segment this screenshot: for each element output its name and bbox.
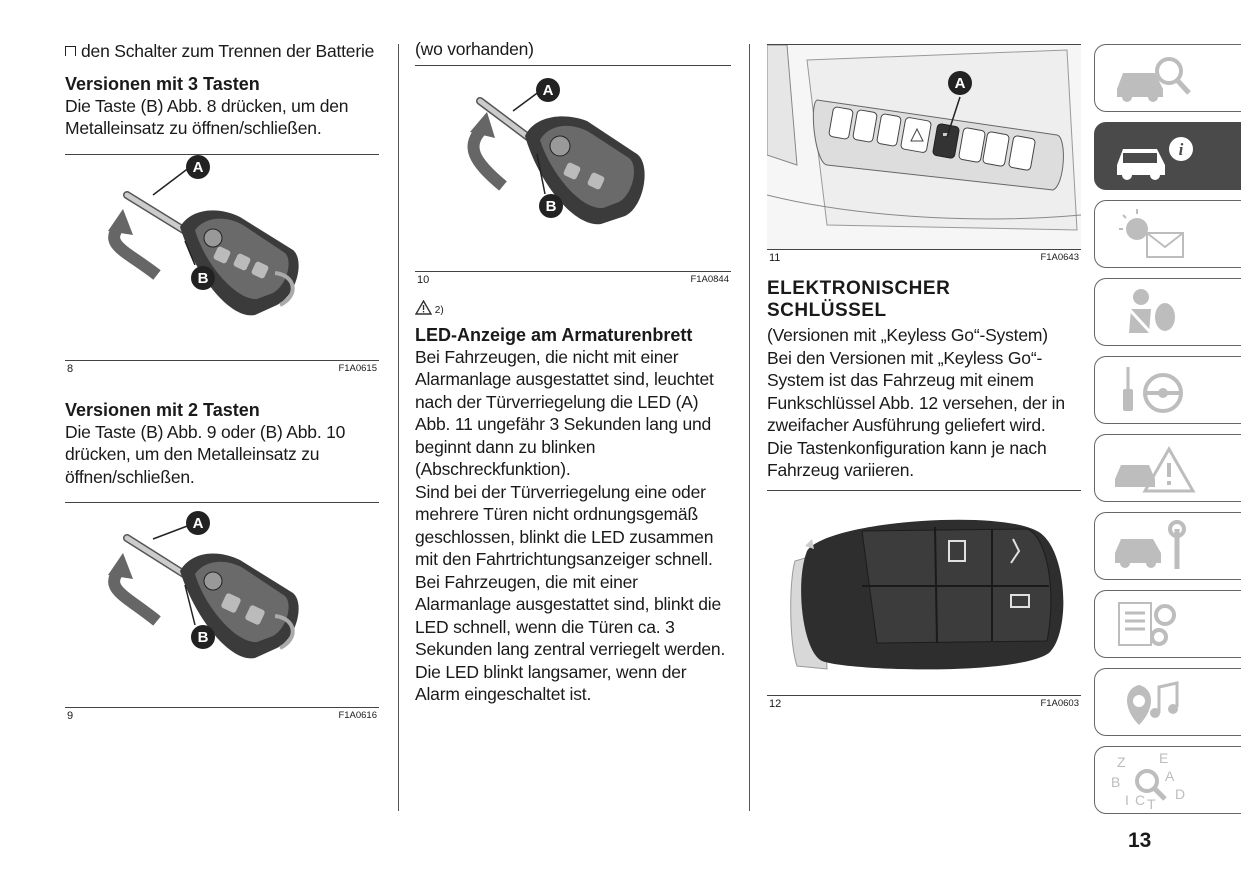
- car-info-icon: [1109, 127, 1199, 185]
- chapter-tabs: [1094, 44, 1241, 824]
- svg-text:A: A: [954, 75, 966, 92]
- figure-8: [65, 154, 379, 360]
- figure-10: [415, 65, 731, 271]
- svg-text:B: B: [545, 197, 557, 215]
- tab-multimedia[interactable]: [1094, 668, 1241, 736]
- car-wrench-icon: [1109, 517, 1199, 575]
- section-text-3-buttons: Die Taste (B) Abb. 8 drücken, um den Metalleinsatz zu öffnen/schließen.: [65, 95, 349, 138]
- electronic-key-paragraph-1: Bei den Versionen mit „Keyless Go“-System ist das Fahrzeug mit einem Funkschlüssel Abb. 12 versehen, der in zweifacher Ausführung geliefert wird.: [767, 347, 1065, 435]
- figure-11: [767, 44, 1081, 249]
- svg-text:A: A: [542, 81, 554, 99]
- figure-9: [65, 502, 379, 707]
- svg-text:B: B: [197, 269, 209, 287]
- flip-key-alt-illustration: [415, 66, 731, 271]
- tab-alphabet-index[interactable]: [1094, 746, 1241, 814]
- column-divider: [749, 44, 750, 811]
- airbag-seatbelt-icon: [1109, 283, 1199, 341]
- multimedia-icon: [1109, 673, 1199, 731]
- keyless-remote-illustration: [767, 491, 1081, 695]
- column-left: [65, 38, 379, 726]
- car-warning-icon: [1109, 439, 1199, 497]
- figure-12: [767, 490, 1081, 695]
- tab-list-gears[interactable]: [1094, 590, 1241, 658]
- column-divider: [398, 44, 399, 811]
- section-heading-2-buttons: Versionen mit 2 Tasten: [65, 399, 260, 420]
- svg-text:C: C: [1135, 792, 1146, 808]
- flip-key-2-buttons-illustration: [65, 503, 379, 707]
- figure-8-caption: 8 F1A0615: [65, 360, 379, 379]
- light-message-icon: [1109, 205, 1199, 263]
- column-right: [767, 38, 1081, 714]
- tab-car-search[interactable]: [1094, 44, 1241, 112]
- tab-light-message[interactable]: [1094, 200, 1241, 268]
- alphabet-index-icon: [1109, 751, 1199, 809]
- svg-text:B: B: [197, 629, 209, 646]
- list-gears-icon: [1109, 595, 1199, 653]
- checkbox-bullet-icon: [65, 46, 76, 56]
- flip-key-3-buttons-illustration: [65, 155, 379, 360]
- electronic-key-paragraph-2: Die Tastenkonfiguration kann je nach Fahrzeug variieren.: [767, 437, 1047, 480]
- section-text-2-buttons: Die Taste (B) Abb. 9 oder (B) Abb. 10 drücken, um den Metalleinsatz zu öffnen/schließen.: [65, 421, 346, 487]
- led-paragraph-3: Bei Fahrzeugen, die mit einer Alarmanlage ausgestattet sind, blinkt die LED schnell, wenn die Türen ca. 3 Sekunden lang zentral verriegelt werden. Die LED blinkt langsamer, wenn der Alarm eingeschaltet ist.: [415, 571, 726, 704]
- tab-car-info[interactable]: [1094, 122, 1241, 190]
- tab-car-warning[interactable]: [1094, 434, 1241, 502]
- svg-text:A: A: [1165, 768, 1175, 784]
- dashboard-led-illustration: [767, 45, 1081, 249]
- led-paragraph-2: Sind bei der Türverriegelung eine oder mehrere Türen nicht ordnungsgemäß geschlossen, blinkt die LED zusammen mit den Fahrtrichtungsanzeiger schnell.: [415, 481, 714, 569]
- electronic-key-heading: ELEKTRONISCHER SCHLÜSSEL: [767, 278, 951, 321]
- led-paragraph-1: Bei Fahrzeugen, die nicht mit einer Alarmanlage ausgestattet sind, leuchtet nach der Türverriegelung die LED (A) Abb. 11 ungefähr 3 Sekunden lang und beginnt dann zu blinken (Abschreckfunktion).: [415, 346, 714, 479]
- led-heading: LED-Anzeige am Armaturenbrett: [415, 324, 693, 345]
- tab-steering-wheel[interactable]: [1094, 356, 1241, 424]
- warning-reference: 2): [415, 300, 731, 316]
- tab-airbag-seatbelt[interactable]: [1094, 278, 1241, 346]
- figure-9-caption: 9 F1A0616: [65, 707, 379, 726]
- svg-text:I: I: [1125, 792, 1129, 808]
- svg-text:E: E: [1159, 751, 1169, 766]
- figure-10-caption: 10 F1A0844: [415, 271, 731, 290]
- svg-text:D: D: [1175, 786, 1186, 802]
- figure-12-caption: 12 F1A0603: [767, 695, 1081, 714]
- svg-text:T: T: [1147, 796, 1156, 809]
- svg-text:B: B: [1111, 774, 1121, 790]
- intro-list-item: den Schalter zum Trennen der Batterie: [65, 40, 379, 63]
- car-search-icon: [1109, 49, 1199, 107]
- tab-car-wrench[interactable]: [1094, 512, 1241, 580]
- svg-text:A: A: [192, 158, 204, 176]
- page-number: 13: [1128, 829, 1152, 852]
- availability-note: (wo vorhanden): [415, 39, 534, 59]
- warning-triangle-icon: [415, 300, 432, 315]
- svg-text:A: A: [192, 515, 204, 532]
- column-middle: [415, 38, 731, 706]
- section-heading-3-buttons: Versionen mit 3 Tasten: [65, 73, 260, 94]
- svg-text:i: i: [1178, 140, 1184, 159]
- electronic-key-subtitle: (Versionen mit „Keyless Go“-System): [767, 325, 1048, 345]
- figure-11-caption: 11 F1A0643: [767, 249, 1081, 268]
- svg-text:Z: Z: [1117, 754, 1126, 770]
- steering-wheel-icon: [1109, 361, 1199, 419]
